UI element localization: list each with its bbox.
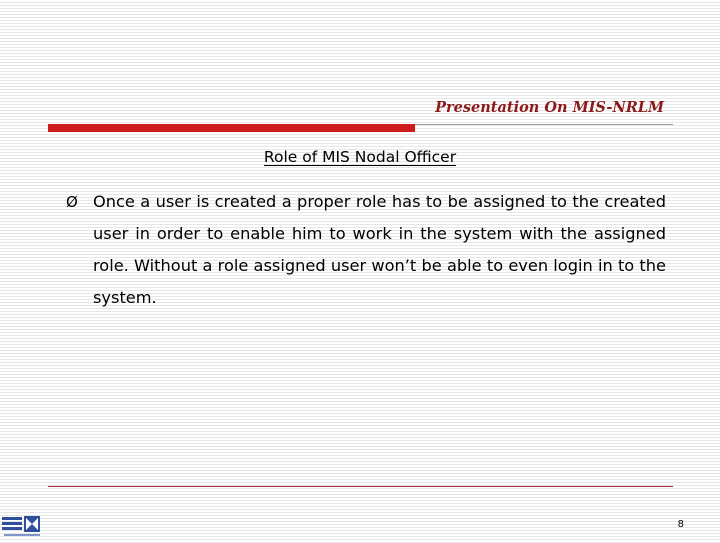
presentation-title: Presentation On MIS-NRLM xyxy=(435,99,664,116)
page-number: 8 xyxy=(677,519,684,530)
arrow-bullet-icon: Ø xyxy=(66,193,78,211)
organization-logo-icon xyxy=(2,513,42,539)
slide-subtitle-text: Role of MIS Nodal Officer xyxy=(263,148,457,166)
bullet-list xyxy=(66,186,666,314)
bullet-item xyxy=(66,186,666,314)
header-divider xyxy=(415,124,673,125)
bullet-text: Once a user is created a proper role has to be assigned to the created user in order to enable him to work in the system with the assigned role. Without a role assigned user won’t be able to even login in to the system. xyxy=(93,192,666,307)
footer-divider xyxy=(48,486,673,487)
header-accent-bar xyxy=(48,124,415,132)
slide-subtitle xyxy=(0,148,720,166)
